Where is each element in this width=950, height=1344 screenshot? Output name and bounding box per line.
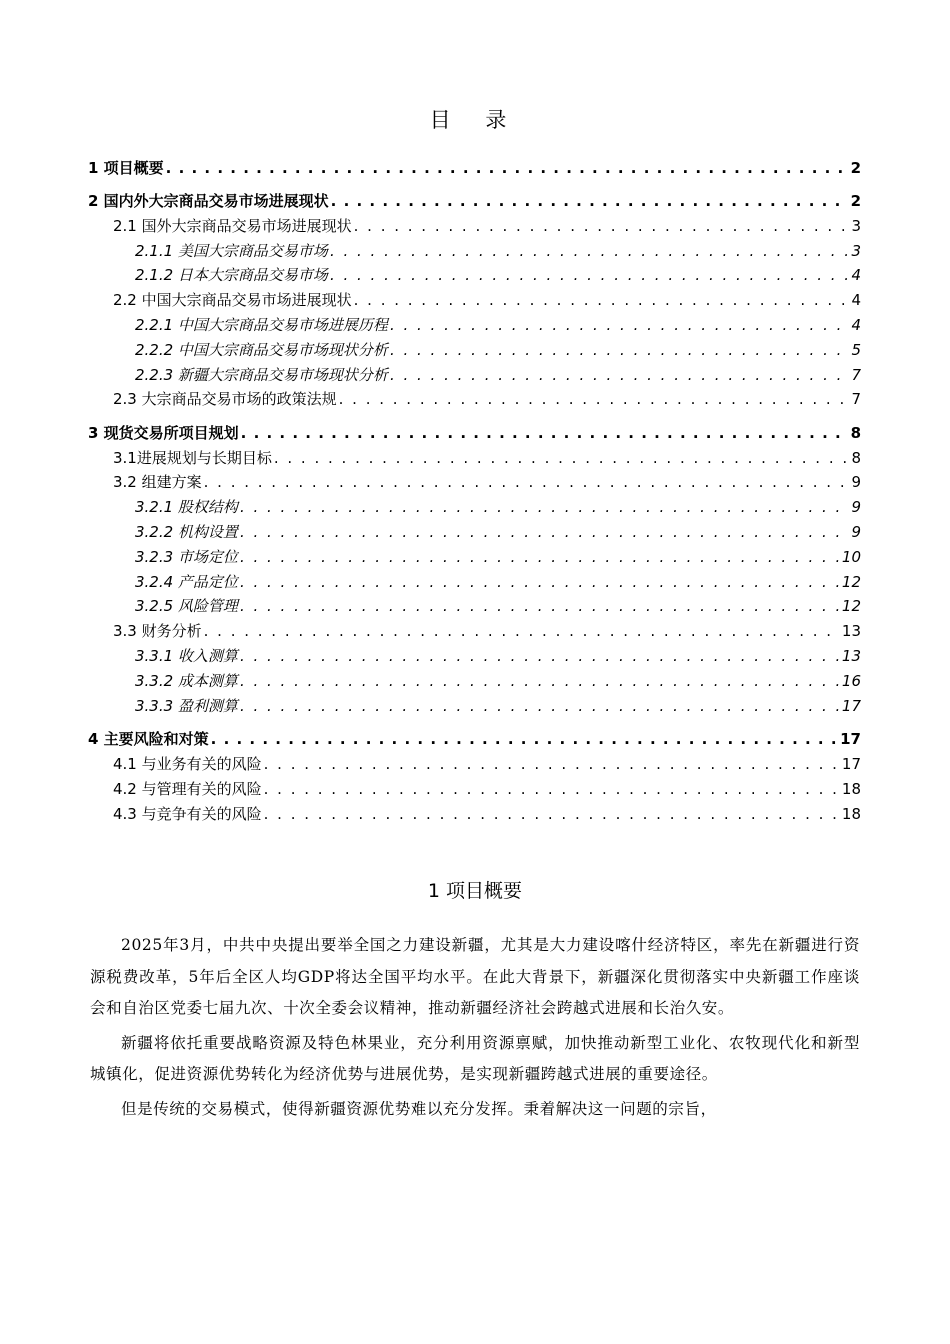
toc-entry-page: 3 bbox=[851, 216, 861, 235]
toc-entry[interactable] bbox=[88, 491, 861, 516]
toc-leader-dots bbox=[240, 647, 840, 665]
toc-entry-text: 3.3.2 成本测算 bbox=[135, 671, 238, 690]
toc-entry[interactable] bbox=[88, 541, 861, 566]
toc-entry-page: 10 bbox=[841, 547, 861, 566]
toc-entry-text: 2.2.2 中国大宗商品交易市场现状分析 bbox=[135, 340, 388, 359]
toc-leader-dots bbox=[330, 266, 847, 284]
toc-entry[interactable] bbox=[88, 665, 861, 690]
toc-entry-text: 2.1 国外大宗商品交易市场进展现状 bbox=[113, 216, 352, 235]
toc-entry-page: 2 bbox=[850, 192, 861, 210]
toc-entry[interactable] bbox=[88, 467, 861, 492]
toc-entry-page: 7 bbox=[851, 390, 861, 409]
toc-entry-page: 9 bbox=[851, 498, 861, 517]
toc-entry[interactable] bbox=[88, 715, 861, 749]
toc-entry[interactable] bbox=[88, 773, 861, 798]
toc-entry-text: 3.3.1 收入测算 bbox=[135, 647, 238, 666]
toc-entry[interactable] bbox=[88, 384, 861, 409]
toc-entry[interactable] bbox=[88, 748, 861, 773]
toc-leader-dots bbox=[339, 390, 847, 408]
toc-entry-text: 2.2.3 新疆大宗商品交易市场现状分析 bbox=[135, 365, 388, 384]
toc-entry-text: 3.2.4 产品定位 bbox=[135, 572, 238, 591]
toc-title: 目 录 bbox=[429, 108, 521, 132]
toc-entry-page: 8 bbox=[850, 423, 861, 442]
toc-leader-dots bbox=[240, 548, 840, 566]
toc-leader-dots bbox=[204, 473, 847, 491]
toc-entry-text: 2.2 中国大宗商品交易市场进展现状 bbox=[113, 291, 352, 310]
toc-entry-text: 3.3.3 盈利测算 bbox=[135, 696, 238, 715]
toc-leader-dots bbox=[390, 341, 847, 359]
toc-entry-page: 4 bbox=[851, 291, 861, 310]
toc-leader-dots bbox=[264, 755, 840, 773]
toc-entry-text: 3.2 组建方案 bbox=[113, 473, 202, 492]
toc-entry-page: 3 bbox=[851, 241, 861, 260]
toc-entry[interactable] bbox=[88, 640, 861, 665]
toc-entry-text: 2.1.1 美国大宗商品交易市场 bbox=[135, 241, 328, 260]
toc-leader-dots bbox=[240, 697, 840, 715]
toc-entry-page: 16 bbox=[841, 671, 861, 690]
toc-entry[interactable] bbox=[88, 284, 861, 309]
toc-leader-dots bbox=[166, 159, 847, 177]
toc-leader-dots bbox=[354, 291, 847, 309]
toc-entry-text: 3.2.2 机构设置 bbox=[135, 523, 238, 542]
toc-entry-text: 3.2.5 风险管理 bbox=[135, 597, 238, 616]
toc-entry-text: 4 主要风险和对策 bbox=[88, 730, 209, 749]
toc-entry-text: 2.3 大宗商品交易市场的政策法规 bbox=[113, 390, 337, 409]
toc-entry-text: 4.3 与竞争有关的风险 bbox=[113, 804, 262, 823]
toc-entry[interactable] bbox=[88, 690, 861, 715]
toc-leader-dots bbox=[331, 192, 847, 210]
toc-leader-dots bbox=[330, 242, 847, 260]
toc-leader-dots bbox=[241, 424, 847, 442]
table-of-contents bbox=[88, 143, 861, 823]
toc-leader-dots bbox=[240, 573, 840, 591]
toc-leader-dots bbox=[211, 730, 838, 748]
body-paragraph: 2025年3月，中共中央提出要举全国之力建设新疆，尤其是大力建设喀什经济特区，率先在新疆进行资源税费改革，5年后全区人均GDP将达全国平均水平。在此大背景下，新疆深化贯彻落实中央新疆工作座谈会和自治区党委七届九次、十次全委会议精神，推动新疆经济社会跨越式进展和长治久安。 bbox=[90, 936, 860, 1017]
toc-entry-text: 3.3 财务分析 bbox=[113, 622, 202, 641]
toc-entry[interactable] bbox=[88, 334, 861, 359]
toc-leader-dots bbox=[204, 622, 840, 640]
toc-entry[interactable] bbox=[88, 615, 861, 640]
toc-entry[interactable] bbox=[88, 210, 861, 235]
toc-leader-dots bbox=[264, 805, 840, 823]
toc-entry-page: 7 bbox=[851, 365, 861, 384]
body-paragraph: 但是传统的交易模式，使得新疆资源优势难以充分发挥。秉着解决这一问题的宗旨， bbox=[121, 1099, 717, 1118]
toc-entry[interactable] bbox=[88, 591, 861, 616]
toc-entry-page: 13 bbox=[841, 647, 861, 666]
toc-entry-page: 12 bbox=[841, 597, 861, 616]
toc-entry[interactable] bbox=[88, 516, 861, 541]
toc-entry[interactable] bbox=[88, 309, 861, 334]
toc-entry-text: 3 现货交易所项目规划 bbox=[88, 423, 239, 442]
toc-entry-text: 3.1进展规划与长期目标 bbox=[113, 448, 272, 467]
toc-entry-page: 8 bbox=[851, 448, 861, 467]
toc-entry[interactable] bbox=[88, 798, 861, 823]
toc-entry[interactable] bbox=[88, 566, 861, 591]
toc-entry-page: 4 bbox=[851, 266, 861, 285]
toc-entry-text: 1 项目概要 bbox=[88, 158, 164, 177]
toc-entry[interactable] bbox=[88, 442, 861, 467]
section-body bbox=[90, 930, 860, 1128]
toc-entry-page: 5 bbox=[851, 340, 861, 359]
toc-entry-page: 17 bbox=[841, 754, 861, 773]
section-title: 1 项目概要 bbox=[427, 880, 523, 902]
toc-entry-text: 4.2 与管理有关的风险 bbox=[113, 779, 262, 798]
toc-entry-page: 4 bbox=[851, 315, 861, 334]
toc-entry[interactable] bbox=[88, 359, 861, 384]
toc-entry-page: 17 bbox=[841, 696, 861, 715]
toc-entry-page: 9 bbox=[851, 523, 861, 542]
toc-entry-page: 2 bbox=[850, 158, 861, 177]
toc-entry[interactable] bbox=[88, 408, 861, 442]
toc-leader-dots bbox=[240, 597, 840, 615]
toc-entry-page: 18 bbox=[841, 804, 861, 823]
toc-entry[interactable] bbox=[88, 260, 861, 285]
toc-leader-dots bbox=[264, 780, 840, 798]
body-paragraph: 新疆将依托重要战略资源及特色林果业，充分利用资源禀赋，加快推动新型工业化、农牧现代化和新型城镇化，促进资源优势转化为经济优势与进展优势，是实现新疆跨越式进展的重要途径。 bbox=[90, 1033, 860, 1083]
toc-entry-page: 18 bbox=[841, 779, 861, 798]
toc-leader-dots bbox=[240, 523, 847, 541]
toc-entry-text: 2.1.2 日本大宗商品交易市场 bbox=[135, 266, 328, 285]
toc-entry-page: 13 bbox=[841, 622, 861, 641]
toc-leader-dots bbox=[240, 498, 847, 516]
toc-leader-dots bbox=[354, 217, 847, 235]
toc-entry-page: 12 bbox=[841, 572, 861, 591]
toc-entry[interactable] bbox=[88, 235, 861, 260]
toc-entry-page: 17 bbox=[840, 730, 861, 749]
toc-entry-text: 2.2.1 中国大宗商品交易市场进展历程 bbox=[135, 315, 388, 334]
toc-leader-dots bbox=[274, 449, 847, 467]
toc-entry-text: 3.2.3 市场定位 bbox=[135, 547, 238, 566]
toc-entry-text: 4.1 与业务有关的风险 bbox=[113, 754, 262, 773]
toc-leader-dots bbox=[390, 316, 847, 334]
toc-entry-text: 3.2.1 股权结构 bbox=[135, 498, 238, 517]
toc-leader-dots bbox=[390, 366, 847, 384]
toc-leader-dots bbox=[240, 672, 840, 690]
toc-entry-page: 9 bbox=[851, 473, 861, 492]
toc-entry[interactable] bbox=[88, 177, 861, 211]
toc-entry-text: 2 国内外大宗商品交易市场进展现状 bbox=[88, 192, 329, 210]
toc-entry[interactable] bbox=[88, 143, 861, 177]
